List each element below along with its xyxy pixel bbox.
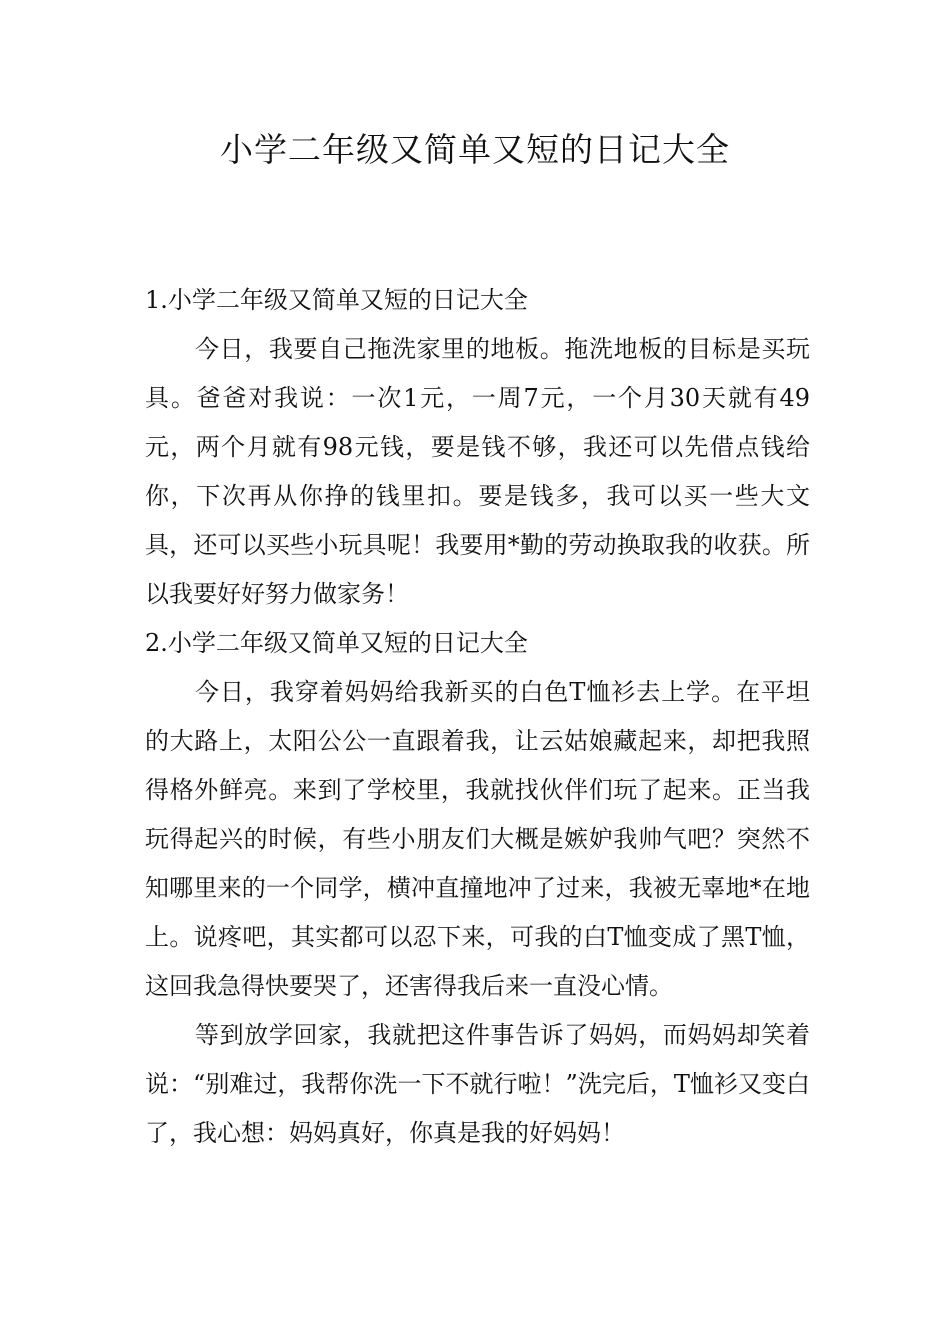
section-2-paragraph-2: 等到放学回家，我就把这件事告诉了妈妈，而妈妈却笑着说：“别难过，我帮你洗一下不就行啦！”洗完后，T恤衫又变白了，我心想：妈妈真好，你真是我的好妈妈！ [145,1021,810,1147]
section-2-paragraph-1: 今日，我穿着妈妈给我新买的白色T恤衫去上学。在平坦的大路上，太阳公公一直跟着我，让云姑娘藏起来，却把我照得格外鲜亮。来到了学校里，我就找伙伴们玩了起来。正当我玩得起兴的时候，有些小朋友们大概是嫉妒我帅气吧？突然不知哪里来的一个同学，横冲直撞地冲了过来，我被无辜地*在地上。说疼吧，其实都可以忍下来，可我的白T恤变成了黑T恤，这回我急得快要哭了，还害得我后来一直没心情。 [145,678,810,1000]
document-body [145,276,810,1158]
section-1-paragraph-1: 今日，我要自己拖洗家里的地板。拖洗地板的目标是买玩具。爸爸对我说：一次1元，一周7元，一个月30天就有49元，两个月就有98元钱，要是钱不够，我还可以先借点钱给你，下次再从你挣的钱里扣。要是钱多，我可以买一些大文具，还可以买些小玩具呢！我要用*勤的劳动换取我的收获。所以我要好好努力做家务！ [145,335,810,608]
document-title: 小学二年级又简单又短的日记大全 [220,130,730,169]
section-heading-1: 1.小学二年级又简单又短的日记大全 [145,286,528,314]
section-heading-2: 2.小学二年级又简单又短的日记大全 [145,629,528,657]
